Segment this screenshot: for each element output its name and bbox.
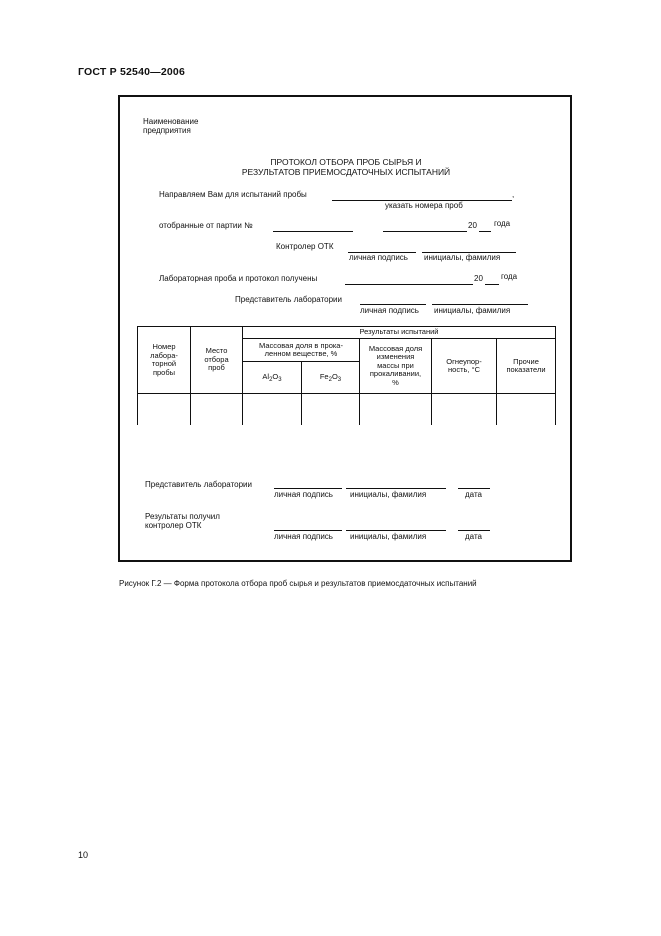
footer-controller-name-hint: инициалы, фамилия [350, 532, 427, 541]
received-year-line[interactable] [485, 284, 499, 285]
batch-year-line[interactable] [479, 231, 491, 232]
table-row [138, 394, 556, 425]
batch-year-suffix: года [494, 219, 511, 228]
send-label: Направляем Вам для испытаний пробы [159, 190, 307, 199]
table-cell[interactable] [138, 394, 191, 425]
footer-received-label: Результаты получил контролер ОТК [145, 512, 220, 530]
send-comma: , [512, 190, 515, 199]
lab-rep-name-line[interactable] [432, 304, 528, 305]
footer-lab-rep-signature-line[interactable] [274, 488, 342, 489]
table-cell[interactable] [191, 394, 243, 425]
table-cell[interactable] [243, 394, 302, 425]
lab-rep-label: Представитель лаборатории [235, 295, 342, 304]
controller-label: Контролер ОТК [276, 242, 334, 251]
batch-number-line[interactable] [273, 231, 353, 232]
col-mass-fraction-header: Массовая доля в прока- ленном веществе, % [243, 339, 360, 362]
batch-year-prefix: 20 [468, 221, 477, 230]
col-place-header: Место отбора проб [191, 327, 243, 394]
col-refractoriness-header: Огнеупор- ность, °С [432, 339, 497, 394]
results-group-header: Результаты испытаний [243, 327, 556, 339]
enterprise-label: Наименование предприятия [143, 117, 199, 135]
footer-lab-rep-name-line[interactable] [346, 488, 446, 489]
controller-signature-hint: личная подпись [349, 253, 408, 262]
lab-rep-signature-hint: личная подпись [360, 306, 419, 315]
footer-controller-signature-hint: личная подпись [274, 532, 333, 541]
col-other-header: Прочие показатели [497, 339, 556, 394]
document-code: ГОСТ Р 52540—2006 [78, 66, 186, 78]
footer-lab-rep-date-line[interactable] [458, 488, 490, 489]
page-number: 10 [78, 850, 89, 860]
table-cell[interactable] [432, 394, 497, 425]
col-mass-change-header: Массовая доля изменения массы при прокаливании, % [360, 339, 432, 394]
sample-numbers-hint: указать номера проб [385, 201, 463, 210]
col-fe2o3-header: $Fe_2O_3$ [302, 362, 360, 394]
received-date-line[interactable] [345, 284, 473, 285]
footer-lab-rep-date-hint: дата [465, 490, 482, 499]
lab-rep-signature-line[interactable] [360, 304, 426, 305]
received-year-suffix: года [501, 272, 518, 281]
col-al2o3-header: $Al_2O_3$ [243, 362, 302, 394]
table-cell[interactable] [360, 394, 432, 425]
footer-controller-signature-line[interactable] [274, 530, 342, 531]
table-cell[interactable] [302, 394, 360, 425]
batch-label: отобранные от партии № [159, 221, 253, 230]
col-sample-no-header: Номер лабора- торной пробы [138, 327, 191, 394]
footer-lab-rep-name-hint: инициалы, фамилия [350, 490, 427, 499]
batch-date-line[interactable] [383, 231, 467, 232]
footer-lab-rep-label: Представитель лаборатории [145, 480, 252, 489]
controller-name-hint: инициалы, фамилия [424, 253, 501, 262]
table-cell[interactable] [497, 394, 556, 425]
results-table [137, 326, 556, 425]
figure-caption: Рисунок Г.2 — Форма протокола отбора проб сырья и результатов приемосдаточных испытаний [119, 579, 477, 588]
footer-controller-date-line[interactable] [458, 530, 490, 531]
footer-lab-rep-signature-hint: личная подпись [274, 490, 333, 499]
received-label: Лабораторная проба и протокол получены [159, 274, 318, 283]
footer-controller-date-hint: дата [465, 532, 482, 541]
lab-rep-name-hint: инициалы, фамилия [434, 306, 511, 315]
form-title: ПРОТОКОЛ ОТБОРА ПРОБ СЫРЬЯ И РЕЗУЛЬТАТОВ ПРИЕМОСДАТОЧНЫХ ИСПЫТАНИЙ [241, 157, 451, 177]
footer-controller-name-line[interactable] [346, 530, 446, 531]
received-year-prefix: 20 [474, 274, 483, 283]
